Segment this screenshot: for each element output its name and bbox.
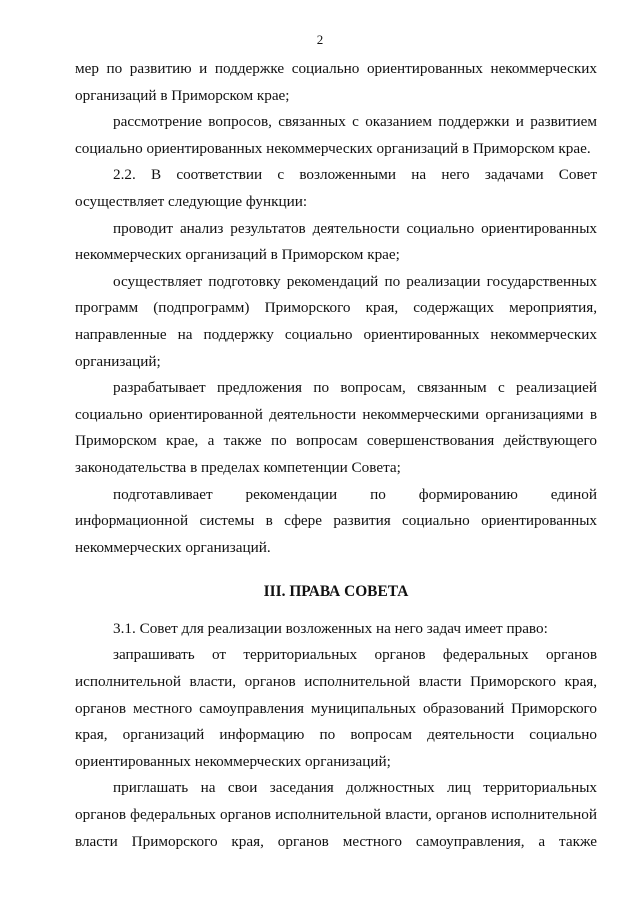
document-body [75,56,597,855]
paragraph-right-invite: приглашать на свои заседания должностных лиц территориальных органов федеральных органов исполнительной власти, органов исполнительной власти Приморского края, органов местного самоуправления, а также [75,779,597,850]
section-heading: III. ПРАВА СОВЕТА [263,583,409,601]
paragraph-continuation: мер по развитию и поддержке социально ориентированных некоммерческих организаций в Приморском крае; [75,60,597,104]
paragraph-3-1: 3.1. Совет для реализации возложенных на него задач имеет право: [113,619,548,637]
paragraph-right-request: запрашивать от территориальных органов федеральных органов исполнительной власти, органов исполнительной власти Приморского края, органов местного самоуправления муниципальных образований Приморского края, организаций информацию по вопросам деятельности социально ориентированных некоммерческих организаций; [75,646,597,770]
paragraph-function-analysis: проводит анализ результатов деятельности социально ориентированных некоммерческих организаций в Приморском крае; [75,219,597,264]
page-number: 2 [316,32,324,47]
paragraph-function-proposals: разрабатывает предложения по вопросам, связанным с реализацией социально ориентированной деятельности некоммерческими организациями в Приморском крае, а также по вопросам совершенствования действующего законодательства в пределах компетенции Совета; [75,379,597,476]
paragraph-function-information-system: подготавливает рекомендации по формированию единой информационной системы в сфере развития социально ориентированных некоммерческих организаций. [75,485,597,556]
paragraph-review-issues: рассмотрение вопросов, связанных с оказанием поддержки и развитием социально ориентированных некоммерческих организаций в Приморском крае. [75,113,597,157]
paragraph-2-2: 2.2. В соответствии с возложенными на него задачами Совет осуществляет следующие функции: [75,166,597,210]
paragraph-function-recommendations: осуществляет подготовку рекомендаций по реализации государственных программ (подпрограмм) Приморского края, содержащих мероприятия, направленные на поддержку социально ориентированных некоммерческих организаций; [75,272,597,370]
